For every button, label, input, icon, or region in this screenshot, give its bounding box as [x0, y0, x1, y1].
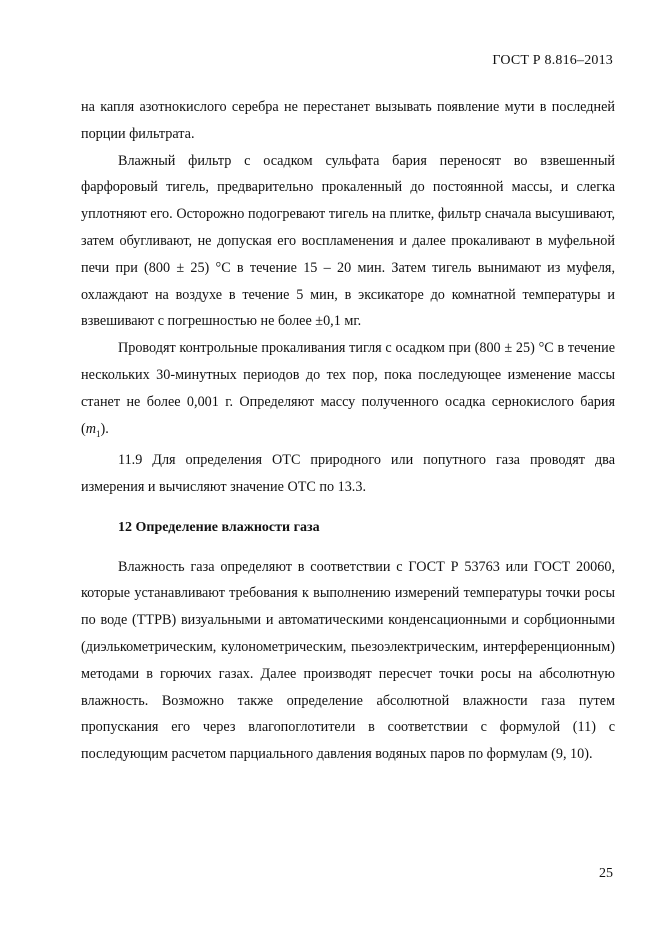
section-heading: 12 Определение влажности газа [118, 519, 320, 535]
document-body [81, 94, 615, 768]
paragraph-filter-calcination: Влажный фильтр с осадком сульфата бария переносят во взвешенный фарфоровый тигель, предварительно прокаленный до постоянной массы, и слегка уплотняют его. Осторожно подогревают тигель на плитке, фильтр сначала высушивают, затем обугливают, не допуская его воспламенения и далее прокаливают в муфельной печи при (800 ± 25) °С в течение 15 – 20 мин. Затем тигель вынимают из муфеля, охлаждают на воздухе в течение 5 мин, в эксикаторе до комнатной температуры и взвешивают с погрешностью не более ±0,1 мг. [81, 152, 615, 330]
paragraph-control-end: ). [100, 420, 109, 437]
paragraph-control-calcination [81, 335, 615, 447]
paragraph-control-text: Проводят контрольные прокаливания тигля с осадком при (800 ± 25) °С в течение нескольких 30-минутных периодов до тех пор, пока последующее изменение массы станет не более 0,001 г. Определяют массу полученного осадка сернокислого бария ( [81, 340, 615, 437]
document-header: ГОСТ Р 8.816–2013 [492, 53, 613, 68]
paragraph-11-9: 11.9 Для определения ОТС природного или попутного газа проводят два измерения и вычисляют значение ОТС по 13.3. [81, 452, 615, 495]
mass-symbol: m [85, 420, 96, 437]
page-number: 25 [599, 866, 613, 881]
paragraph-continuation: на капля азотнокислого серебра не перестанет вызывать появление мути в последней порции фильтрата. [81, 99, 615, 142]
paragraph-humidity: Влажность газа определяют в соответствии с ГОСТ Р 53763 или ГОСТ 20060, которые устанавливают требования к выполнению измерений температуры точки росы по воде (ТТРВ) визуальными и автоматическими конденсационными и сорбционными (диэлькометрическим, кулонометрическим, пьезоэлектрическим, интерференционным) методами в горючих газах. Далее производят пересчет точки росы на абсолютную влажность. Возможно также определение абсолютной влажности газа путем пропускания его через влагопоглотители в соответствии с формулой (11) с последующим расчетом парциального давления водяных паров по формулам (9, 10). [81, 558, 615, 763]
mass-subscript: 1 [95, 428, 101, 439]
